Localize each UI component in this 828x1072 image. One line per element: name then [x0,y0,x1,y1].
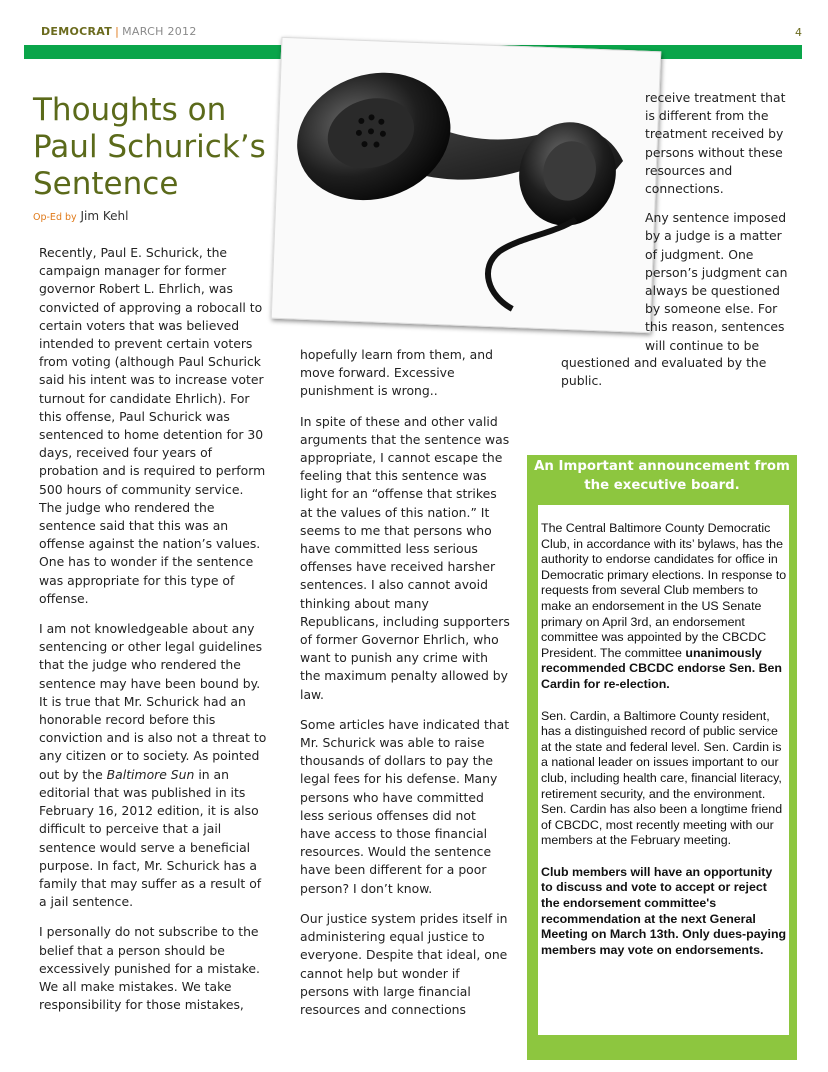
article-paragraph: Any sentence imposed by a judge is a matter of judgment. One person’s judgment can always be questioned by someone else. For this reason, sentences will continue to be [645,210,788,353]
article-paragraph: receive treatment that is different from the treatment received by persons without these resources and connections. [645,90,786,197]
announcement-paragraph [541,521,787,693]
article-paragraph: hopefully learn from them, and move forward. Excessive punishment is wrong.. [300,347,493,399]
endorsement-statement: unanimously recommended CBCDC endorse Sen. Ben Cardin for re-election. [541,645,782,691]
article-paragraph: Recently, Paul E. Schurick, the campaign manager for former governor Robert L. Ehrlich, was convicted of approving a robocall to certain voters that was believed intended to prevent certain voters from voting (although Paul Schurick said his intent was to increase voter turnout for candidate Ehrlich). For this offense, Paul Schurick was sentenced to home detention for 30 days, received four years of probation and is required to perform 500 hours of community service. The judge who rendered the sentence said that this was an offense against the nation’s values. One has to wonder if the sentence was appropriate for this type of offense. [39,245,266,606]
article-column-3 [645,89,793,366]
meeting-notice: Club members will have an opportunity to discuss and vote to accept or reject the endorsement committee's recommendation at the next General Meeting on March 13th. Only dues-paying members may vote on endorsements. [541,864,787,957]
publication-name: DEMOCRAT [41,25,113,38]
masthead [41,25,197,38]
byline-prefix: Op-Ed by [33,212,77,223]
telephone-handset-icon [272,38,660,332]
announcement-paragraph [541,865,787,959]
announcement-paragraph: Sen. Cardin, a Baltimore County resident, has a distinguished record of public service at the state and federal level. Sen. Cardin is a national leader on issues important to our club, including health care, financial literacy, retirement security, and the environment. Sen. Cardin has also been a longtime friend of CBCDC, most recently meeting with our members at the February meeting. [541,708,783,848]
publication-reference: Baltimore Sun [106,766,195,782]
paragraph-text: The Central Baltimore County Democratic Club, in accordance with its’ bylaws, has the authority to endorse candidates for office in Democratic primary elections. In response to requests from several Club members to make an endorsement in the US Senate primary on April 3rd, an endorsement committee was appointed by the CBCDC President. The committee [541,521,787,660]
article-paragraph [39,620,269,911]
announcement-body [538,505,789,958]
article-paragraph: I personally do not subscribe to the belief that a person should be excessively punished for a mistake. We all make mistakes. We take responsibility for those mistakes, [39,924,260,1013]
article-title: Thoughts on Paul Schurick’s Sentence [33,92,266,202]
article-paragraph: In spite of these and other valid arguments that the sentence was appropriate, I cannot escape the feeling that this sentence was light for an “offense that strikes at the values of this nation.” It seems to me that persons who have committed less serious offenses have received harsher sentences. I also cannot avoid thinking about many Republicans, including supporters of former Governor Ehrlich, who want to punish any crime with the maximum penalty allowed by law. [300,413,510,702]
announcement-heading: An Important announcement from the executive board. [534,459,790,493]
header-separator: | [115,25,120,38]
telephone-photo [271,37,662,333]
page-number: 4 [795,26,802,39]
article-column-1 [39,244,269,1026]
article-paragraph: questioned and evaluated by the public. [561,355,767,389]
announcement-panel [538,505,789,1035]
article-column-2 [300,346,510,1031]
article-paragraph: Our justice system prides itself in administering equal justice to everyone. Despite that ideal, one cannot help but wonder if persons with large financial resources and connections [300,910,508,1017]
article-column-3-wrap [561,354,793,390]
paragraph-text: in an editorial that was published in its February 16, 2012 edition, it is also difficult to perceive that a jail sentence would serve a beneficial purpose. In fact, Mr. Schurick has a family that may suffer as a result of a jail sentence. [39,766,262,910]
byline [33,209,128,223]
article-paragraph: Some articles have indicated that Mr. Schurick was able to raise thousands of dollars to pay the legal fees for his defense. Many persons who have committed less serious offenses did not have access to those financial resources. Would the sentence have been different for a poor person? I don’t know. [300,716,510,896]
issue-date: MARCH 2012 [122,25,197,38]
announcement-box [527,455,797,1060]
paragraph-text: I am not knowledgeable about any sentencing or other legal guidelines that the judge who rendered the sentence may have been bound by. It is true that Mr. Schurick had an honorable record before this conviction and is also not a threat to any citizen or to society. As pointed out by the [39,621,267,782]
byline-author: Jim Kehl [80,209,129,223]
